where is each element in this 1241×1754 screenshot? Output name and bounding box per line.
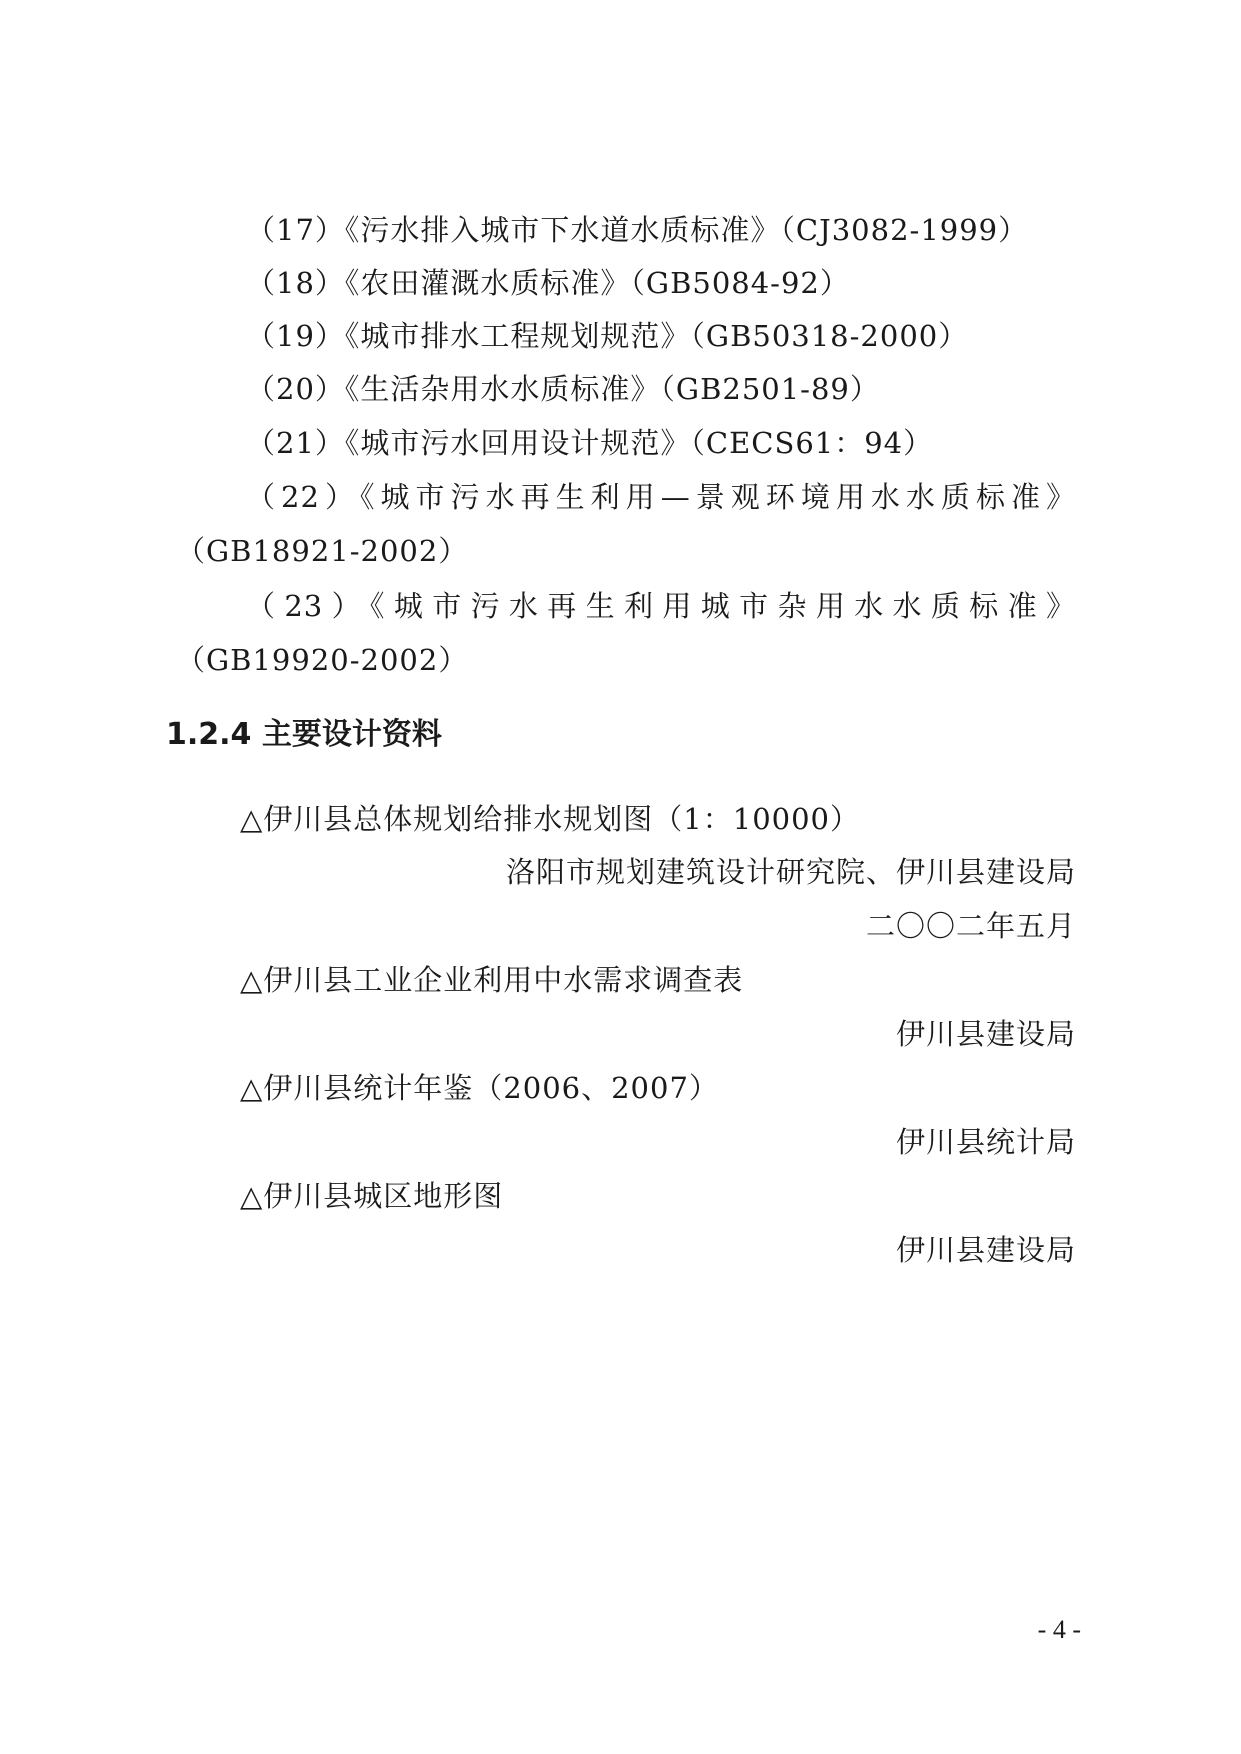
reference-22-line1: （22）《城市污水再生利用—景观环境用水水质标准》 [246,480,1076,514]
reference-20: （20）《生活杂用水水质标准》（GB2501-89） [246,372,880,406]
page-number: - 4 - [1037,1615,1081,1644]
material-title-2: △伊川县工业企业利用中水需求调查表 [240,963,744,997]
material-source-4: 伊川县建设局 [895,1233,1076,1267]
material-title-4: △伊川县城区地形图 [240,1179,504,1213]
material-date-1: 二〇〇二年五月 [865,909,1076,943]
reference-22-line2: （GB18921-2002） [176,534,469,568]
material-source-2: 伊川县建设局 [895,1017,1076,1051]
reference-21: （21）《城市污水回用设计规范》（CECS61：94） [246,426,934,460]
reference-18: （18）《农田灌溉水质标准》（GB5084-92） [246,266,850,300]
material-title-1: △伊川县总体规划给排水规划图（1：10000） [240,802,861,836]
reference-23-line2: （GB19920-2002） [176,643,469,677]
material-source-1: 洛阳市规划建筑设计研究院、伊川县建设局 [505,855,1076,889]
reference-23-line1: （23）《城市污水再生利用城市杂用水水质标准》 [246,589,1076,623]
reference-19: （19）《城市排水工程规划规范》（GB50318-2000） [246,319,969,353]
material-title-3: △伊川县统计年鉴（2006、2007） [240,1071,719,1105]
reference-17: （17）《污水排入城市下水道水质标准》（CJ3082-1999） [246,213,1029,247]
section-heading: 1.2.4 主要设计资料 [166,717,442,752]
material-source-3: 伊川县统计局 [895,1125,1076,1159]
